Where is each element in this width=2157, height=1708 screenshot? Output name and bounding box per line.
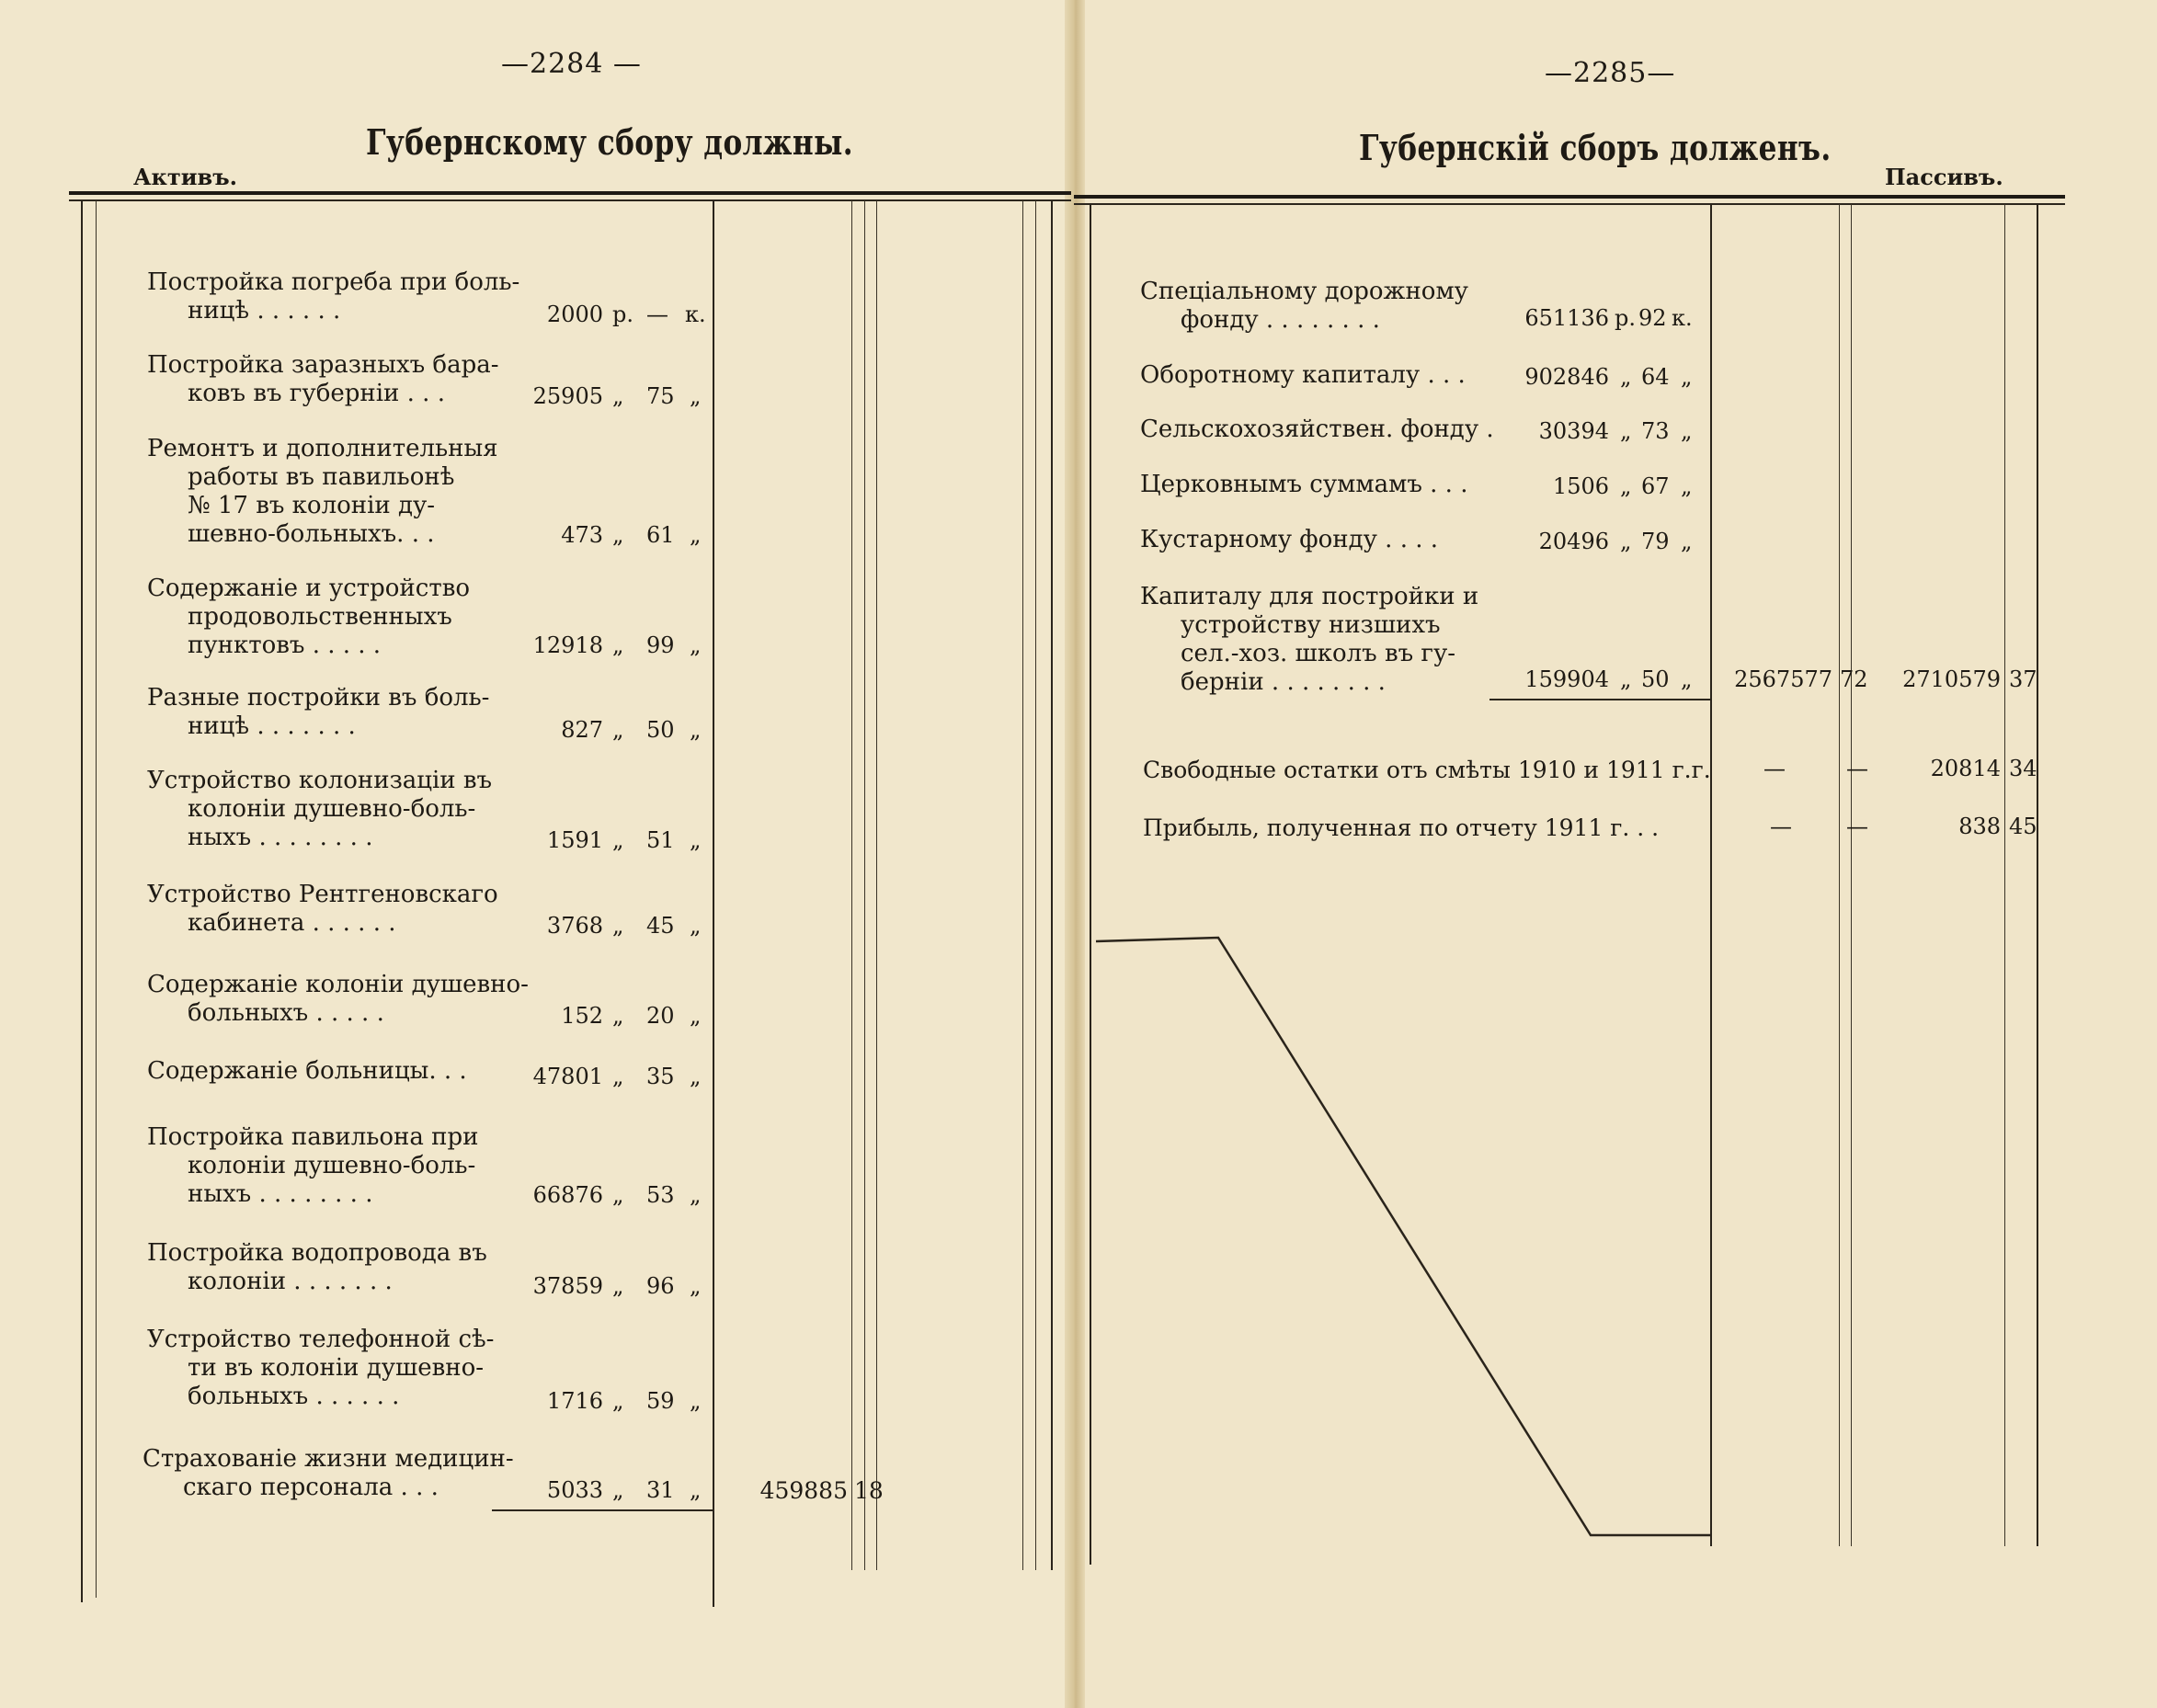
item-kop: 59 bbox=[646, 1388, 675, 1414]
list-item bbox=[147, 1123, 478, 1209]
item-line: Постройка заразныхъ бара- bbox=[147, 351, 499, 379]
item-line: Постройка погреба при боль- bbox=[147, 268, 520, 296]
item-unit: „ bbox=[612, 383, 624, 409]
left-total-rub: 459885 bbox=[759, 1477, 848, 1504]
item-kunit: „ bbox=[1681, 529, 1693, 554]
item-line: бернiи . . . . . . . . bbox=[1181, 668, 1386, 696]
item-kop: 99 bbox=[646, 632, 675, 658]
item-line: больныхъ . . . . . . bbox=[188, 1383, 400, 1410]
item-rub: 20496 bbox=[1538, 529, 1609, 554]
item-rub: 5033 bbox=[546, 1477, 603, 1503]
item-line: Оборотному капиталу . . . bbox=[1140, 361, 1466, 389]
item-line: Устройство колонизацiи въ bbox=[147, 767, 493, 794]
item-rub: 25905 bbox=[532, 383, 603, 409]
list-item bbox=[147, 1239, 487, 1296]
item-rub: 3768 bbox=[546, 913, 603, 939]
item-kop: — bbox=[646, 302, 668, 327]
list-item bbox=[1140, 278, 1468, 335]
item-unit: „ bbox=[1620, 418, 1632, 444]
item-line: Ремонтъ и дополнительныя bbox=[147, 435, 498, 462]
item-unit: „ bbox=[612, 1003, 624, 1029]
right-header-rule-thin bbox=[1074, 203, 2065, 205]
item-line: Сельскохозяйствен. фонду . bbox=[1140, 416, 1494, 443]
item-kunit: „ bbox=[690, 827, 702, 853]
right-page-title: Губернскiй сборъ долженъ. bbox=[1359, 127, 1832, 168]
item-line: Постройка павильона при bbox=[147, 1123, 479, 1151]
item-line: устройству низшихъ bbox=[1181, 611, 1441, 639]
item-kop: 75 bbox=[646, 383, 675, 409]
item-kunit: „ bbox=[690, 1388, 702, 1414]
item-kunit: „ bbox=[690, 1064, 702, 1089]
item-line: Спецiальному дорожному bbox=[1140, 278, 1468, 305]
item-line: работы въ павильонѣ bbox=[188, 463, 455, 491]
item-kop: 20 bbox=[646, 1003, 675, 1029]
list-item bbox=[147, 268, 519, 325]
item-kunit: „ bbox=[690, 1273, 702, 1299]
item-line: сел.-хоз. школъ въ гу- bbox=[1181, 640, 1456, 667]
item-line: кабинета . . . . . . bbox=[188, 909, 396, 937]
list-item bbox=[147, 1057, 467, 1086]
item-unit: „ bbox=[612, 1388, 624, 1414]
right-subtotal-kop: 72 bbox=[1840, 666, 1868, 692]
item-kunit: „ bbox=[690, 913, 702, 939]
list-item bbox=[1140, 471, 1467, 499]
item-kunit: „ bbox=[1681, 418, 1693, 444]
book-gutter bbox=[1065, 0, 1085, 1708]
right-col-line-5 bbox=[2037, 204, 2038, 1546]
item-rub: 2000 bbox=[546, 302, 603, 327]
left-col-line-1 bbox=[713, 200, 714, 1607]
item-line: ницѣ . . . . . . . bbox=[188, 712, 356, 740]
item-line: больныхъ . . . . . bbox=[188, 999, 384, 1027]
extra-row-label: Свободные остатки отъ смѣты 1910 и 1911 г.г. bbox=[1143, 757, 1711, 783]
item-line: Содержанiе больницы. . . bbox=[147, 1057, 467, 1085]
item-rub: 1716 bbox=[546, 1388, 603, 1414]
item-unit: „ bbox=[1620, 529, 1632, 554]
left-col-line-3 bbox=[864, 200, 865, 1570]
extra-row-kop: 34 bbox=[2009, 756, 2037, 781]
right-side-label: Пассивъ. bbox=[1885, 164, 2003, 190]
right-header-rule bbox=[1074, 195, 2065, 199]
item-line: № 17 въ колонiи ду- bbox=[188, 492, 436, 519]
item-rub: 902846 bbox=[1524, 364, 1609, 390]
item-line: пунктовъ . . . . . bbox=[188, 632, 382, 659]
item-rub: 1591 bbox=[546, 827, 603, 853]
item-kunit: „ bbox=[690, 522, 702, 548]
item-line: Страхованiе жизни медицин- bbox=[143, 1445, 514, 1473]
item-line: колонiи душевно-боль- bbox=[188, 1152, 476, 1179]
item-rub: 827 bbox=[561, 717, 603, 743]
cancel-stroke-line bbox=[1090, 928, 1715, 1563]
item-line: скаго персонала . . . bbox=[183, 1474, 439, 1501]
right-grand-rub: 2710579 bbox=[1902, 666, 2001, 692]
extra-row-kop: 45 bbox=[2009, 814, 2037, 839]
item-kop: 61 bbox=[646, 522, 675, 548]
list-item bbox=[147, 881, 498, 938]
right-col-line-3 bbox=[1851, 204, 1852, 1546]
item-rub: 473 bbox=[561, 522, 603, 548]
item-line: шевно-больныхъ. . . bbox=[188, 520, 435, 548]
list-item bbox=[1140, 361, 1466, 390]
left-sum-rule bbox=[492, 1509, 713, 1511]
item-unit: р. bbox=[1615, 305, 1636, 331]
item-line: Устройство телефонной сѣ- bbox=[147, 1326, 495, 1353]
item-kop: 50 bbox=[1641, 666, 1670, 692]
item-unit: р. bbox=[612, 302, 633, 327]
item-line: Содержанiе и устройство bbox=[147, 575, 470, 602]
list-item bbox=[147, 684, 489, 741]
item-rub: 37859 bbox=[532, 1273, 603, 1299]
item-line: Постройка водопровода въ bbox=[147, 1239, 487, 1267]
left-side-label: Активъ. bbox=[133, 164, 237, 190]
item-rub: 30394 bbox=[1538, 418, 1609, 444]
item-unit: „ bbox=[1620, 473, 1632, 499]
item-line: ницѣ . . . . . . bbox=[188, 297, 341, 325]
item-unit: „ bbox=[612, 827, 624, 853]
item-unit: „ bbox=[612, 913, 624, 939]
item-kunit: „ bbox=[690, 632, 702, 658]
list-item bbox=[1140, 583, 1478, 697]
item-line: колонiи . . . . . . . bbox=[188, 1268, 393, 1295]
item-kop: 73 bbox=[1641, 418, 1670, 444]
list-item bbox=[147, 351, 499, 408]
right-col-line-4 bbox=[2004, 204, 2005, 1546]
item-line: колонiи душевно-боль- bbox=[188, 795, 476, 823]
item-kop: 64 bbox=[1641, 364, 1670, 390]
extra-row-rub: 838 bbox=[1958, 814, 2001, 839]
item-rub: 66876 bbox=[532, 1182, 603, 1208]
right-sum-rule bbox=[1489, 699, 1710, 700]
item-rub: 47801 bbox=[532, 1064, 603, 1089]
left-page-title: Губернскому сбору должны. bbox=[366, 121, 854, 163]
item-kunit: „ bbox=[1681, 473, 1693, 499]
left-col-line-4 bbox=[876, 200, 877, 1570]
item-kunit: „ bbox=[1681, 666, 1693, 692]
item-kunit: „ bbox=[690, 717, 702, 743]
item-rub: 152 bbox=[561, 1003, 603, 1029]
item-line: ныхъ . . . . . . . . bbox=[188, 824, 373, 851]
item-rub: 1506 bbox=[1552, 473, 1609, 499]
left-header-rule bbox=[69, 191, 1071, 195]
left-total-kop: 18 bbox=[854, 1477, 884, 1504]
item-line: Капиталу для постройки и bbox=[1140, 583, 1479, 610]
extra-row-label: Прибыль, полученная по отчету 1911 г. . . bbox=[1143, 814, 1660, 841]
list-item bbox=[147, 435, 498, 549]
item-kop: 53 bbox=[646, 1182, 675, 1208]
list-item bbox=[1140, 416, 1494, 444]
item-kop: 45 bbox=[646, 913, 675, 939]
extra-row-mid2: — bbox=[1846, 756, 1868, 781]
extra-row-mid2: — bbox=[1846, 814, 1868, 839]
item-kunit: „ bbox=[690, 1003, 702, 1029]
left-header-rule-thin bbox=[69, 199, 1071, 201]
item-unit: „ bbox=[612, 1064, 624, 1089]
left-col-line-outer2 bbox=[96, 200, 97, 1598]
item-unit: „ bbox=[612, 522, 624, 548]
right-grand-kop: 37 bbox=[2009, 666, 2037, 692]
item-line: Устройство Рентгеновскаго bbox=[147, 881, 498, 908]
item-unit: „ bbox=[612, 632, 624, 658]
item-kop: 35 bbox=[646, 1064, 675, 1089]
left-col-line-7 bbox=[1051, 200, 1053, 1570]
item-kunit: к. bbox=[1672, 305, 1693, 331]
left-col-line-6 bbox=[1035, 200, 1036, 1570]
item-rub: 12918 bbox=[532, 632, 603, 658]
item-kop: 51 bbox=[646, 827, 675, 853]
item-unit: „ bbox=[612, 717, 624, 743]
left-col-line-2 bbox=[851, 200, 852, 1570]
right-col-line-2 bbox=[1839, 204, 1840, 1546]
item-kunit: „ bbox=[690, 1182, 702, 1208]
item-kunit: „ bbox=[690, 1477, 702, 1503]
list-item bbox=[147, 575, 470, 660]
list-item bbox=[1140, 526, 1438, 554]
item-line: Разные постройки въ боль- bbox=[147, 684, 490, 712]
extra-row-rub: 20814 bbox=[1930, 756, 2001, 781]
left-page-number: —2284 — bbox=[501, 48, 642, 80]
item-kop: 50 bbox=[646, 717, 675, 743]
item-kunit: „ bbox=[690, 383, 702, 409]
item-kop: 96 bbox=[646, 1273, 675, 1299]
item-kop: 67 bbox=[1641, 473, 1670, 499]
list-item bbox=[147, 767, 492, 852]
item-unit: „ bbox=[612, 1182, 624, 1208]
right-subtotal-rub: 2567577 bbox=[1734, 666, 1832, 692]
item-line: ковъ въ губернiи . . . bbox=[188, 380, 445, 407]
item-line: Кустарному фонду . . . . bbox=[1140, 526, 1439, 553]
item-rub: 159904 bbox=[1524, 666, 1609, 692]
item-kunit: „ bbox=[1681, 364, 1693, 390]
right-page-number: —2285— bbox=[1545, 57, 1676, 89]
item-unit: „ bbox=[612, 1477, 624, 1503]
item-unit: „ bbox=[1620, 364, 1632, 390]
item-rub: 651136 bbox=[1524, 305, 1609, 331]
extra-row-mid: — bbox=[1763, 756, 1786, 781]
item-line: фонду . . . . . . . . bbox=[1181, 306, 1380, 334]
left-col-line-5 bbox=[1022, 200, 1023, 1570]
list-item bbox=[147, 971, 529, 1028]
extra-row-mid: — bbox=[1770, 814, 1792, 839]
item-unit: „ bbox=[612, 1273, 624, 1299]
item-line: ти въ колонiи душевно- bbox=[188, 1354, 485, 1382]
item-kunit: к. bbox=[685, 302, 706, 327]
item-line: Церковнымъ суммамъ . . . bbox=[1140, 471, 1468, 498]
item-line: Содержанiе колонiи душевно- bbox=[147, 971, 529, 998]
item-kop: 31 bbox=[646, 1477, 675, 1503]
left-col-line-outer bbox=[81, 200, 83, 1602]
item-kop: 79 bbox=[1641, 529, 1670, 554]
list-item bbox=[143, 1445, 514, 1502]
item-unit: „ bbox=[1620, 666, 1632, 692]
item-line: ныхъ . . . . . . . . bbox=[188, 1180, 373, 1208]
item-line: продовольственныхъ bbox=[188, 603, 452, 631]
item-kop: 92 bbox=[1638, 305, 1667, 331]
list-item bbox=[147, 1326, 494, 1411]
